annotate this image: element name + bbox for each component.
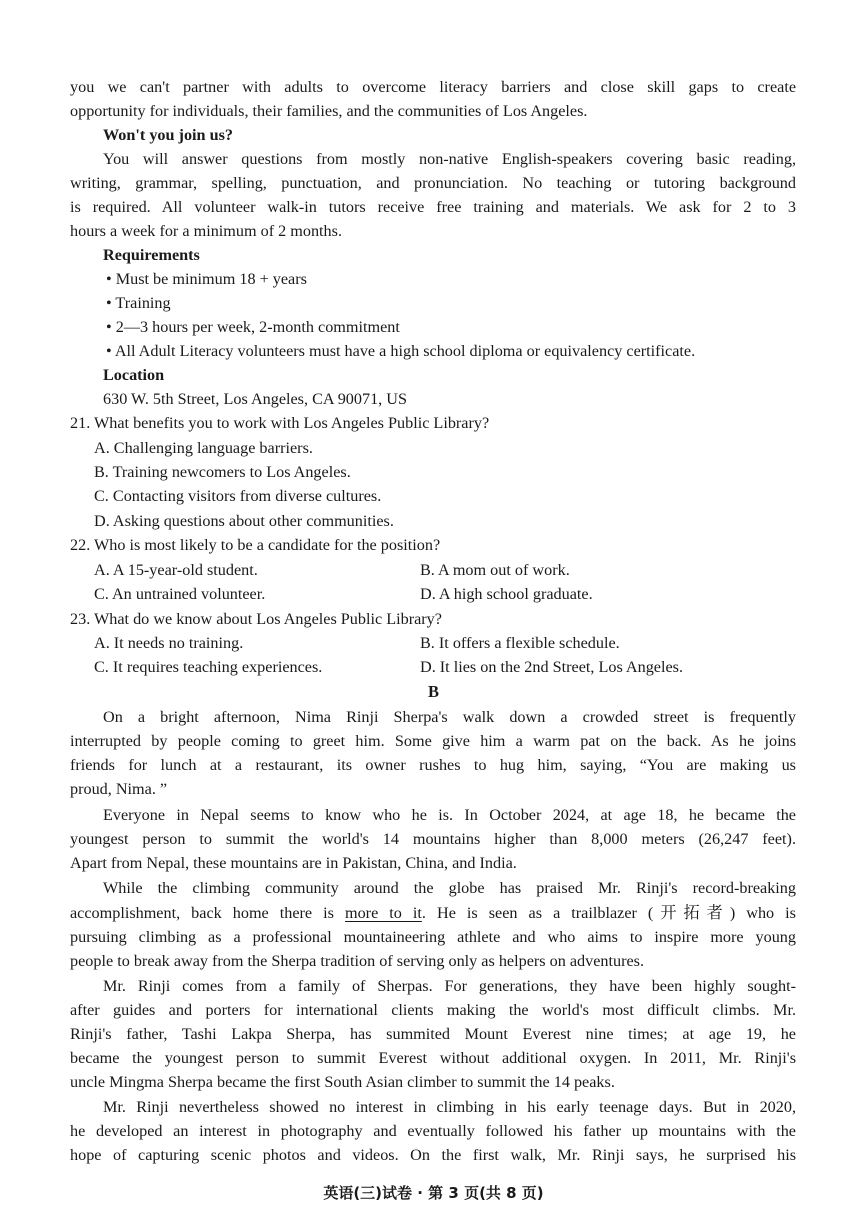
- passage-text: accomplishment, back home there is: [70, 904, 345, 922]
- requirement-item: • Must be minimum 18 + years: [106, 270, 307, 288]
- passage-text: . He is seen as a trailblazer (开拓者) who is: [421, 904, 796, 922]
- question-21-option-a: A. Challenging language barriers.: [94, 439, 313, 457]
- question-21-option-c: C. Contacting visitors from diverse cultures.: [94, 487, 382, 505]
- question-22-stem: 22. Who is most likely to be a candidate for the position?: [70, 536, 441, 554]
- join-paragraph-line: hours a week for a minimum of 2 months.: [70, 222, 342, 240]
- passage-b-line: Mr. Rinji nevertheless showed no interest in climbing in his early teenage days. But in 2020,: [103, 1098, 796, 1116]
- requirement-item: • All Adult Literacy volunteers must have a high school diploma or equivalency certificate.: [106, 342, 696, 360]
- question-21-stem: 21. What benefits you to work with Los Angeles Public Library?: [70, 414, 490, 432]
- passage-b-line: Rinji's father, Tashi Lakpa Sherpa, has summited Mount Everest nine times; at age 19, he: [70, 1025, 796, 1043]
- passage-b-line-with-underline: [70, 901, 796, 925]
- passage-b-line: uncle Mingma Sherpa became the first South Asian climber to summit the 14 peaks.: [70, 1073, 615, 1091]
- question-22-option-b: B. A mom out of work.: [420, 561, 570, 579]
- location-address: 630 W. 5th Street, Los Angeles, CA 90071, US: [103, 390, 407, 408]
- section-b-label: B: [427, 682, 439, 701]
- passage-b-line: youngest person to summit the world's 14 mountains higher than 8,000 meters (26,247 feet).: [70, 830, 796, 848]
- join-paragraph-line: You will answer questions from mostly non-native English-speakers covering basic reading,: [103, 150, 796, 168]
- passage-b-line: people to break away from the Sherpa tradition of serving only as helpers on adventures.: [70, 952, 645, 970]
- requirement-item: • Training: [106, 294, 171, 312]
- intro-line: you we can't partner with adults to overcome literacy barriers and close skill gaps to create: [70, 78, 796, 96]
- passage-b-line: hope of capturing scenic photos and videos. On the first walk, Mr. Rinji says, he surprised his: [70, 1146, 796, 1164]
- question-23-option-d: D. It lies on the 2nd Street, Los Angeles.: [420, 658, 684, 676]
- join-paragraph-line: is required. All volunteer walk-in tutors receive free training and materials. We ask for 2 to 3: [70, 198, 796, 216]
- underlined-phrase: more to it: [345, 904, 422, 922]
- passage-b-line: interrupted by people coming to greet him. Some give him a warm pat on the back. As he joins: [70, 732, 796, 750]
- passage-b-line: Apart from Nepal, these mountains are in Pakistan, China, and India.: [70, 854, 517, 872]
- question-21-option-b: B. Training newcomers to Los Angeles.: [94, 463, 351, 481]
- passage-b-line: he developed an interest in photography and eventually followed his father up mountains with the: [70, 1122, 796, 1140]
- passage-b-line: Mr. Rinji comes from a family of Sherpas. For generations, they have been highly sought-: [103, 977, 796, 995]
- join-paragraph-line: writing, grammar, spelling, punctuation, and pronunciation. No teaching or tutoring background: [70, 174, 796, 192]
- passage-b-line: proud, Nima. ”: [70, 780, 168, 798]
- question-23-stem: 23. What do we know about Los Angeles Public Library?: [70, 610, 442, 628]
- location-heading: Location: [103, 366, 165, 384]
- question-23-option-a: A. It needs no training.: [94, 634, 244, 652]
- join-heading: Won't you join us?: [103, 126, 233, 144]
- passage-b-line: friends for lunch at a restaurant, its owner rushes to hug him, saying, “You are making us: [70, 756, 796, 774]
- question-21-option-d: D. Asking questions about other communities.: [94, 512, 394, 530]
- passage-b-line: became the youngest person to summit Everest without additional oxygen. In 2011, Mr. Rinji's: [70, 1049, 796, 1067]
- question-23-option-c: C. It requires teaching experiences.: [94, 658, 323, 676]
- question-22-option-d: D. A high school graduate.: [420, 585, 593, 603]
- intro-line: opportunity for individuals, their families, and the communities of Los Angeles.: [70, 102, 588, 120]
- requirements-heading: Requirements: [103, 246, 200, 264]
- question-23-option-b: B. It offers a flexible schedule.: [420, 634, 620, 652]
- requirement-item: • 2—3 hours per week, 2-month commitment: [106, 318, 400, 336]
- question-22-option-c: C. An untrained volunteer.: [94, 585, 266, 603]
- passage-b-line: While the climbing community around the globe has praised Mr. Rinji's record-breaking: [103, 879, 796, 897]
- question-22-option-a: A. A 15-year-old student.: [94, 561, 258, 579]
- page-footer: 英语(三)试卷 · 第 3 页(共 8 页): [323, 1184, 544, 1202]
- passage-b-line: Everyone in Nepal seems to know who he is. In October 2024, at age 18, he became the: [103, 806, 796, 824]
- passage-b-line: On a bright afternoon, Nima Rinji Sherpa's walk down a crowded street is frequently: [103, 708, 796, 726]
- passage-b-line: after guides and porters for international clients making the world's most difficult climbs. Mr.: [70, 1001, 796, 1019]
- passage-b-line: pursuing climbing as a professional mountaineering athlete and who aims to inspire more young: [70, 928, 796, 946]
